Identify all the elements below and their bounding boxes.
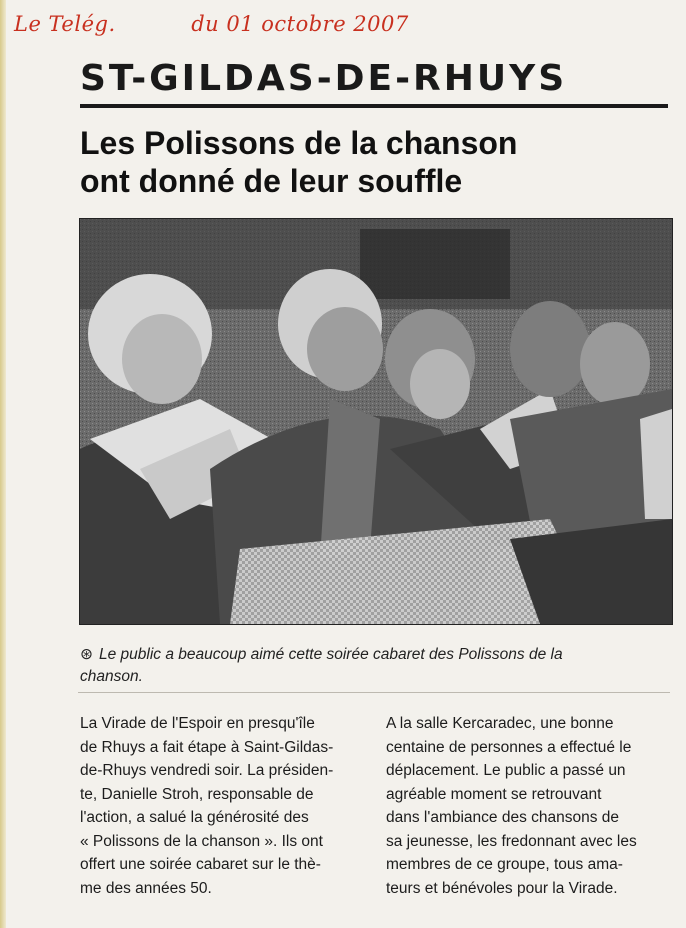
- body-line: de Rhuys a fait étape à Saint-Gildas-: [80, 738, 334, 756]
- body-line: La Virade de l'Espoir en presqu'île: [80, 715, 315, 732]
- body-line: agréable moment se retrouvant: [386, 785, 602, 803]
- body-line: teurs et bénévoles pour la Virade.: [386, 879, 618, 897]
- body-line: sa jeunesse, les fredonnant avec les: [386, 832, 637, 850]
- headline-line-1: Les Polissons de la chanson: [80, 125, 518, 161]
- caption-bullet-icon: ⊛: [80, 646, 93, 663]
- body-line: l'action, a salué la générosité des: [80, 809, 309, 826]
- handwritten-source: Le Telég.: [14, 12, 116, 36]
- handwritten-date: du 01 octobre 2007: [191, 12, 409, 36]
- body-line: offert une soirée cabaret sur le thè-: [80, 856, 321, 873]
- body-line: centaine de personnes a effectué le: [386, 738, 632, 756]
- headline: [80, 124, 668, 200]
- body-line: te, Danielle Stroh, responsable de: [80, 785, 314, 803]
- photo-caption: [80, 644, 670, 688]
- body-line: de-Rhuys vendredi soir. La présiden-: [80, 762, 334, 779]
- body-line: dans l'ambiance des chansons de: [386, 809, 620, 826]
- section-header: ST-GILDAS-DE-RHUYS: [80, 58, 568, 99]
- handwritten-annotation: [14, 12, 514, 36]
- caption-divider: [78, 692, 670, 693]
- article-column-left: [80, 712, 358, 900]
- caption-line-1: Le public a beaucoup aimé cette soirée cabaret des Polissons de la: [99, 646, 563, 663]
- headline-line-2: ont donné de leur souffle: [80, 163, 463, 199]
- caption-line-2: chanson.: [80, 668, 143, 685]
- body-line: « Polissons de la chanson ». Ils ont: [80, 832, 323, 850]
- article-photo: [79, 218, 673, 625]
- section-rule: [80, 104, 668, 108]
- body-line: me des années 50.: [80, 879, 212, 897]
- paper-edge: [0, 0, 6, 928]
- article-column-right: [386, 712, 670, 900]
- body-line: membres de ce groupe, tous ama-: [386, 856, 623, 873]
- body-line: A la salle Kercaradec, une bonne: [386, 715, 614, 732]
- body-line: déplacement. Le public a passé un: [386, 762, 626, 779]
- audience-applauding-photo: [80, 219, 672, 624]
